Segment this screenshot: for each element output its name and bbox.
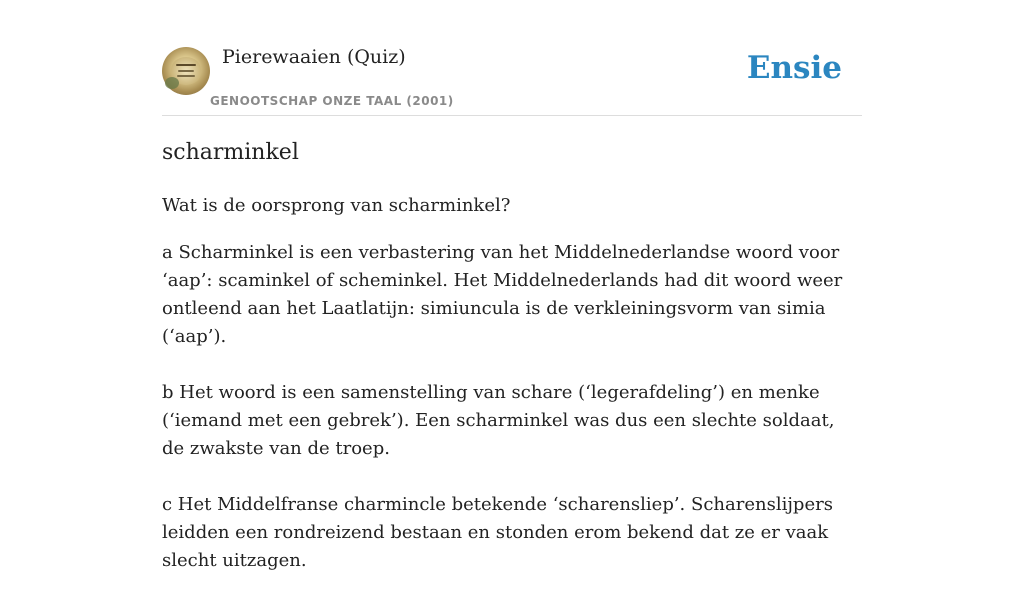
source-subtitle: GENOOTSCHAP ONZE TAAL (2001) bbox=[210, 94, 454, 108]
source-header bbox=[162, 40, 862, 116]
entry-title: scharminkel bbox=[162, 140, 299, 165]
entry-question: Wat is de oorsprong van scharminkel? bbox=[162, 195, 511, 216]
source-cover-image[interactable] bbox=[162, 47, 210, 95]
answer-option-a: a Scharminkel is een verbastering van het Middelnederlandse woord voor ‘aap’: scaminkel of scheminkel. Het Middelnederlands had dit woord weer ontleend aan het Laatlatijn: simiuncula is de verkleiningsvorm van simia (‘aap’). bbox=[162, 242, 843, 347]
cover-illustration bbox=[165, 77, 179, 89]
cover-text-line bbox=[177, 75, 195, 77]
cover-text-line bbox=[178, 70, 194, 72]
brand-logo-link[interactable]: Ensie bbox=[746, 50, 842, 86]
source-title-link[interactable]: Pierewaaien (Quiz) bbox=[222, 46, 406, 68]
cover-text-line bbox=[176, 64, 196, 66]
answer-option-b: b Het woord is een samenstelling van schare (‘legerafdeling’) en menke (‘iemand met een gebrek’). Een scharminkel was dus een slechte soldaat, de zwakste van de troep. bbox=[162, 382, 835, 459]
answer-option-c: c Het Middelfranse charmincle betekende ‘scharensliep’. Scharenslijpers leidden een rondreizend bestaan en stonden erom bekend dat ze er vaak slecht uitzagen. bbox=[162, 494, 833, 571]
entry-body bbox=[162, 192, 862, 603]
page bbox=[162, 0, 862, 571]
